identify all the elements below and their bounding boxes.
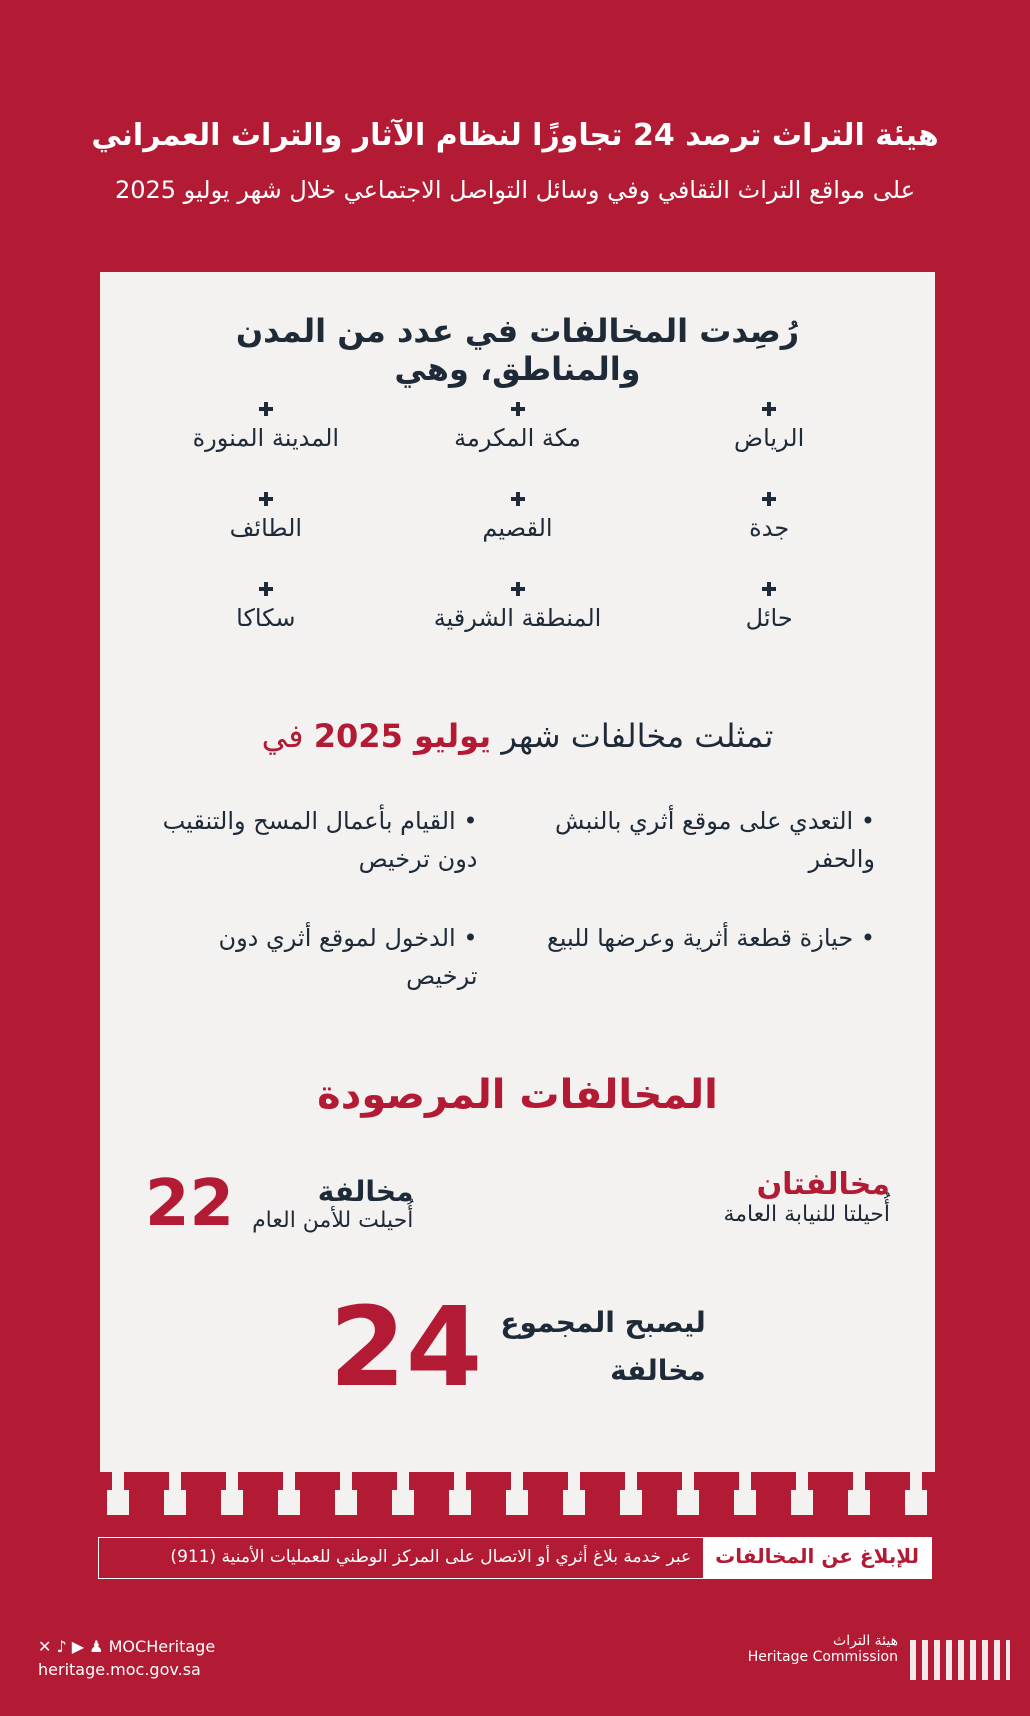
tooth [392, 1470, 414, 1515]
violation-item: • التعدي على موقع أثري بالنبش والحفر [554, 807, 875, 874]
cross-icon [511, 492, 525, 506]
cities-grid [140, 402, 895, 632]
tooth [905, 1470, 927, 1515]
social-handle: MOCHeritage [108, 1637, 216, 1656]
tooth [107, 1470, 129, 1515]
stat-total: ليصبح المجموع مخالفة 24 [329, 1283, 706, 1411]
city-item: المنطقة الشرقية [392, 582, 644, 632]
city-item: المدينة المنورة [140, 402, 392, 452]
tooth [506, 1470, 528, 1515]
violations-heading: تمثلت مخالفات شهر يوليو 2025 في [261, 717, 774, 755]
tooth [563, 1470, 585, 1515]
cross-icon [511, 582, 525, 596]
cross-icon [259, 492, 273, 506]
social-links[interactable] [38, 1637, 215, 1656]
teeth-border [100, 1470, 935, 1530]
report-banner [98, 1537, 932, 1579]
tooth [449, 1470, 471, 1515]
cross-icon [762, 402, 776, 416]
logo-text: هيئة التراث Heritage Commission [747, 1633, 898, 1665]
violation-item: • القيام بأعمال المسح والتنقيب دون ترخيص [162, 807, 478, 874]
cross-icon [259, 582, 273, 596]
tooth [164, 1470, 186, 1515]
page-subtitle: على مواقع التراث الثقافي وفي وسائل التواصل الاجتماعي خلال شهر يوليو 2025 [114, 176, 916, 204]
cross-icon [762, 582, 776, 596]
website-link[interactable]: heritage.moc.gov.sa [38, 1660, 201, 1679]
city-item: مكة المكرمة [392, 402, 644, 452]
city-item: حائل [643, 582, 895, 632]
tooth [620, 1470, 642, 1515]
cross-icon [259, 402, 273, 416]
stats-heading: المخالفات المرصودة [317, 1072, 718, 1118]
city-item: القصيم [392, 492, 644, 542]
tooth [278, 1470, 300, 1515]
stat-two: مخالفتان أُحيلتا للنيابة العامة [723, 1167, 890, 1227]
city-item: الرياض [643, 402, 895, 452]
city-item: الطائف [140, 492, 392, 542]
city-item: جدة [643, 492, 895, 542]
tooth [221, 1470, 243, 1515]
cross-icon [511, 402, 525, 416]
heritage-logo-icon [910, 1640, 1010, 1680]
tooth [734, 1470, 756, 1515]
page-title: هيئة التراث ترصد 24 تجاوزًا لنظام الآثار والتراث العمراني [91, 118, 939, 153]
tooth [848, 1470, 870, 1515]
report-text: عبر خدمة بلاغ أثري أو الاتصال على المركز الوطني للعمليات الأمنية (911) [170, 1547, 692, 1567]
social-icons[interactable]: ✕ ♪ ▶ ♟ [38, 1637, 104, 1656]
tooth [791, 1470, 813, 1515]
content-card [100, 272, 935, 1472]
stat-22: مخالفة أُحيلت للأمن العام 22 [145, 1167, 414, 1241]
violations-list [140, 802, 895, 996]
violation-item: • الدخول لموقع أثري دون ترخيص [218, 923, 478, 991]
report-label: للإبلاغ عن المخالفات [703, 1538, 931, 1578]
cities-heading: رُصِدت المخالفات في عدد من المدن والمناطق، وهي [235, 312, 800, 388]
city-item: سكاكا [140, 582, 392, 632]
tooth [677, 1470, 699, 1515]
cross-icon [762, 492, 776, 506]
violation-item: • حيازة قطعة أثرية وعرضها للبيع [546, 923, 875, 952]
tooth [335, 1470, 357, 1515]
